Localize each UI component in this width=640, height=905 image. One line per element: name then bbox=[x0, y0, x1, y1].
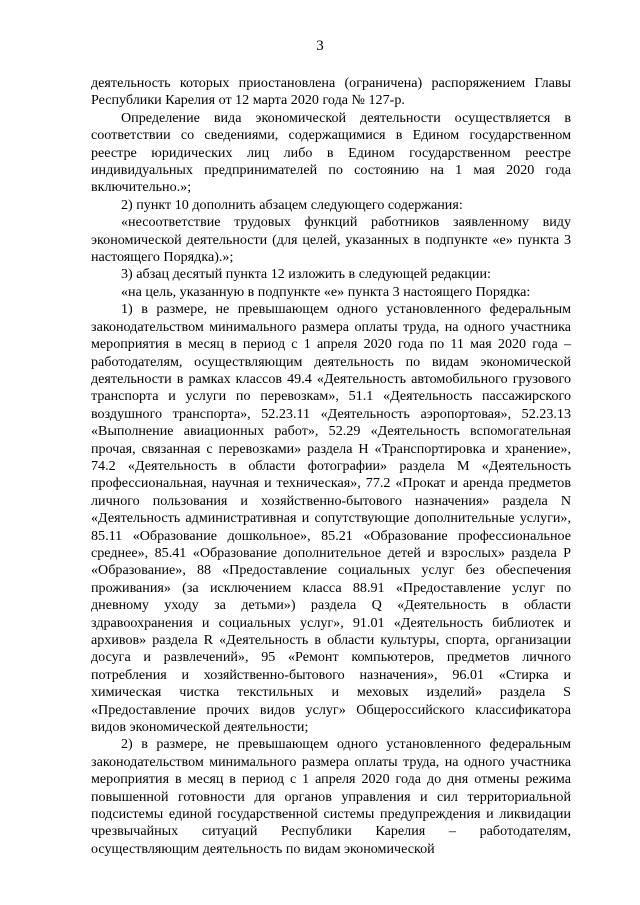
paragraph-continuation: деятельность которых приостановлена (ограничена) распоряжением Главы Республики Карелия от 12 марта 2020 года № 127-р. bbox=[91, 75, 571, 109]
paragraph-item-2: 2) в размере, не превышающем одного установленного федеральным законодательством минимального размера оплаты труда, на одного участника мероприятия в месяц в период с 1 апреля 2020 года до дня отмены режима повышенной готовности для органов управления и сил территориальной подсистемы единой государственной системы предупреждения и ликвидации чрезвычайных ситуаций Республики Карелия – работодателям, осуществляющим деятельность по видам экономической bbox=[91, 736, 571, 857]
paragraph-activity-definition: Определение вида экономической деятельности осуществляется в соответствии со сведениями, содержащимися в Едином государственном реестре юридических лиц либо в Едином государственном реестре индивидуальных предпринимателей по состоянию на 1 мая 2020 года включительно.»; bbox=[91, 109, 571, 196]
paragraph-amendment-3: 3) абзац десятый пункта 12 изложить в следующей редакции: bbox=[121, 266, 491, 283]
page-number: 3 bbox=[316, 38, 324, 54]
document-body bbox=[91, 75, 571, 858]
paragraph-amendment-2: 2) пункт 10 дополнить абзацем следующего содержания: bbox=[121, 196, 463, 213]
paragraph-item-1: 1) в размере, не превышающем одного установленного федеральным законодательством минимального размера оплаты труда, на одного участника мероприятия в месяц в период с 1 апреля 2020 года по 11 мая 2020 года – работодателям, осуществляющим деятельность по видам экономической деятельности в рамках классов 49.4 «Деятельность автомобильного грузового транспорта и услуги по перевозкам», 51.1 «Деятельность пассажирского воздушного транспорта», 52.23.11 «Деятельность аэропортовая», 52.23.13 «Выполнение авиационных работ», 52.29 «Деятельность вспомогательная прочая, связанная с перевозками» раздела H «Транспортировка и хранение», 74.2 «Деятельность в области фотографии» раздела M «Деятельность профессиональная, научная и техническая», 77.2 «Прокат и аренда предметов личного пользования и хозяйственно-бытового назначения» раздела N «Деятельность административная и сопутствующие дополнительные услуги», 85.11 «Образование дошкольное», 85.21 «Образование профессиональное среднее», 85.41 «Образование дополнительное детей и взрослых» раздела P «Образование», 88 «Предоставление социальных услуг без обеспечения проживания» (за исключением класса 88.91 «Предоставление услуг по дневному уходу за детьми») раздела Q «Деятельность в области здравоохранения и социальных услуг», 91.01 «Деятельность библиотек и архивов» раздела R «Деятельность в области культуры, спорта, организации досуга и развлечений», 95 «Ремонт компьютеров, предметов личного потребления и хозяйственно-бытового назначения», 96.01 «Стирка и химическая чистка текстильных и меховых изделий» раздела S «Предоставление прочих видов услуг» Общероссийского классификатора видов экономической деятельности; bbox=[91, 301, 571, 736]
paragraph-amendment-3-intro: «на цель, указанную в подпункте «е» пункта 3 настоящего Порядка: bbox=[121, 283, 531, 300]
paragraph-amendment-2-text: «несоответствие трудовых функций работников заявленному виду экономической деятельности (для целей, указанных в подпункте «е» пункта 3 настоящего Порядка).»; bbox=[91, 214, 571, 266]
